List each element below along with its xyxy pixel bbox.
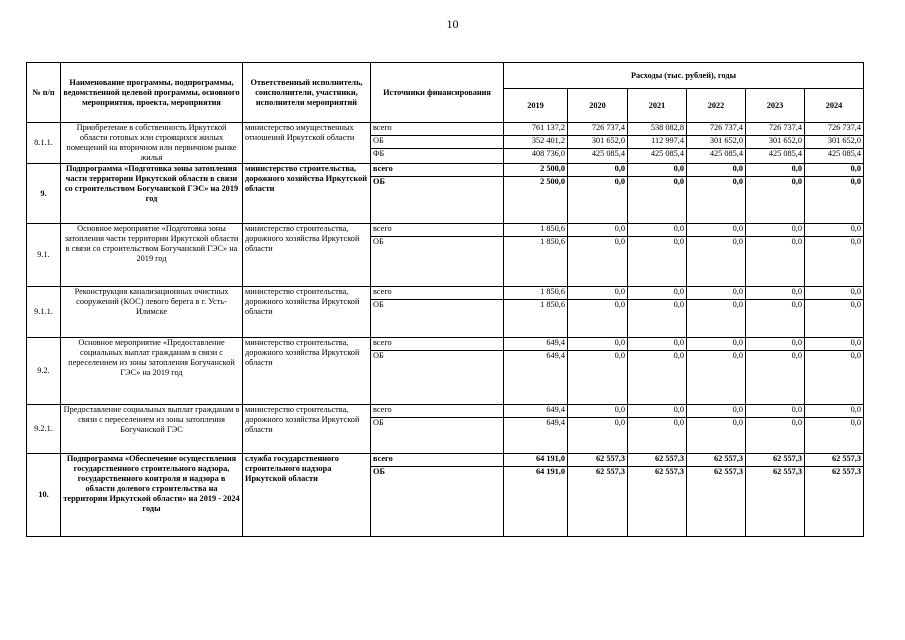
funding-source: ОБ (371, 467, 504, 537)
year-header: 2019 (504, 89, 568, 123)
expense-value: 0,0 (628, 405, 687, 418)
row-number: 8.1.1. (27, 123, 61, 164)
funding-source: всего (371, 164, 504, 177)
expense-value: 0,0 (628, 418, 687, 454)
expense-value: 0,0 (746, 405, 805, 418)
funding-source: всего (371, 405, 504, 418)
expense-value: 62 557,3 (568, 467, 628, 537)
row-number: 9.2. (27, 338, 61, 405)
responsible-executor: министерство строительства, дорожного хозяйства Иркутской области (243, 287, 371, 338)
expense-value: 0,0 (805, 351, 864, 405)
expense-value: 0,0 (687, 287, 746, 300)
expense-value: 0,0 (805, 338, 864, 351)
budget-table (26, 62, 864, 537)
expense-value: 0,0 (628, 237, 687, 287)
funding-source: всего (371, 338, 504, 351)
expense-value: 425 085,4 (687, 148, 746, 163)
table-row (27, 123, 864, 136)
funding-source: ОБ (371, 135, 504, 148)
responsible-executor: служба государственного строительного надзора Иркутской области (243, 454, 371, 537)
expense-value: 0,0 (628, 338, 687, 351)
expense-value: 0,0 (805, 237, 864, 287)
responsible-executor: министерство строительства, дорожного хозяйства Иркутской области (243, 164, 371, 224)
expense-value: 0,0 (746, 351, 805, 405)
expense-value: 425 085,4 (568, 148, 628, 163)
activity-name: Основное мероприятие «Подготовка зоны затопления части территории Иркутской области в связи со строительством Богучанской ГЭС» на 2019 год (61, 224, 243, 287)
responsible-executor: министерство строительства, дорожного хозяйства Иркутской области (243, 405, 371, 454)
expense-value: 0,0 (687, 177, 746, 224)
expense-value: 2 500,0 (504, 164, 568, 177)
table-body (27, 123, 864, 537)
expense-value: 62 557,3 (805, 454, 864, 467)
expense-value: 0,0 (805, 418, 864, 454)
expense-value: 0,0 (687, 237, 746, 287)
expense-value: 0,0 (568, 351, 628, 405)
activity-name: Основное мероприятие «Предоставление социальных выплат гражданам в связи с переселением из зоны затопления Богучанской ГЭС» на 2019 год (61, 338, 243, 405)
table-row (27, 164, 864, 177)
row-number: 9.1.1. (27, 287, 61, 338)
responsible-executor: министерство строительства, дорожного хозяйства Иркутской области (243, 224, 371, 287)
year-header: 2023 (746, 89, 805, 123)
funding-source: ОБ (371, 177, 504, 224)
expense-value: 0,0 (805, 287, 864, 300)
expense-value: 0,0 (568, 418, 628, 454)
expense-value: 1 850,6 (504, 224, 568, 237)
expense-value: 0,0 (746, 300, 805, 338)
expense-value: 0,0 (568, 405, 628, 418)
expense-value: 0,0 (568, 287, 628, 300)
funding-source: ОБ (371, 237, 504, 287)
funding-source: ОБ (371, 300, 504, 338)
page-number: 10 (446, 17, 459, 31)
expense-value: 0,0 (568, 177, 628, 224)
expense-value: 0,0 (805, 300, 864, 338)
expense-value: 1 850,6 (504, 237, 568, 287)
table-row (27, 338, 864, 351)
expense-value: 649,4 (504, 338, 568, 351)
expense-value: 62 557,3 (746, 454, 805, 467)
expense-value: 726 737,4 (568, 123, 628, 136)
table-row (27, 224, 864, 237)
expense-value: 0,0 (568, 164, 628, 177)
expense-value: 0,0 (568, 300, 628, 338)
expense-value: 1 850,6 (504, 287, 568, 300)
expense-value: 0,0 (687, 351, 746, 405)
expense-value: 0,0 (805, 405, 864, 418)
activity-name: Реконструкция канализационных очистных сооружений (КОС) левого берега в г. Усть-Илимске (61, 287, 243, 338)
col-header-source: Источники финансирования (371, 63, 504, 123)
responsible-executor: министерство имущественных отношений Иркутской области (243, 123, 371, 164)
expense-value: 0,0 (687, 300, 746, 338)
activity-name: Предоставление социальных выплат гражданам в связи с переселением из зоны затопления Богучанской ГЭС (61, 405, 243, 454)
expense-value: 0,0 (628, 351, 687, 405)
expense-value: 726 737,4 (805, 123, 864, 136)
expense-value: 726 737,4 (687, 123, 746, 136)
expense-value: 0,0 (568, 338, 628, 351)
expense-value: 64 191,0 (504, 467, 568, 537)
expense-value: 64 191,0 (504, 454, 568, 467)
expense-value: 62 557,3 (687, 467, 746, 537)
expense-value: 726 737,4 (746, 123, 805, 136)
expense-value: 649,4 (504, 351, 568, 405)
expense-value: 0,0 (687, 164, 746, 177)
expense-value: 2 500,0 (504, 177, 568, 224)
expense-value: 0,0 (568, 237, 628, 287)
expense-value: 538 082,8 (628, 123, 687, 136)
activity-name: Подпрограмма «Подготовка зоны затопления части территории Иркутской области в связи со строительством Богучанской ГЭС» на 2019 год (61, 164, 243, 224)
activity-name: Приобретение в собственность Иркутской области готовых или строящихся жилых помещений на вторичном или первичном рынке жилья (61, 123, 243, 164)
expense-value: 0,0 (628, 287, 687, 300)
expense-value: 761 137,2 (504, 123, 568, 136)
expense-value: 352 401,2 (504, 135, 568, 148)
col-header-num: № п/п (27, 63, 61, 123)
year-header: 2021 (628, 89, 687, 123)
expense-value: 0,0 (746, 338, 805, 351)
expense-value: 0,0 (805, 164, 864, 177)
table-row (27, 287, 864, 300)
col-header-responsible: Ответственный исполнитель, соисполнители, участники, исполнители мероприятий (243, 63, 371, 123)
col-header-expenses: Расходы (тыс. рублей), годы (504, 63, 864, 89)
expense-value: 0,0 (805, 177, 864, 224)
row-number: 10. (27, 454, 61, 537)
expense-value: 0,0 (746, 224, 805, 237)
funding-source: всего (371, 123, 504, 136)
expense-value: 0,0 (628, 300, 687, 338)
expense-value: 0,0 (628, 177, 687, 224)
funding-source: всего (371, 287, 504, 300)
funding-source: всего (371, 454, 504, 467)
expense-value: 649,4 (504, 418, 568, 454)
expense-value: 112 997,4 (628, 135, 687, 148)
expense-value: 0,0 (628, 164, 687, 177)
expense-value: 62 557,3 (628, 467, 687, 537)
expense-value: 0,0 (687, 405, 746, 418)
expense-value: 62 557,3 (628, 454, 687, 467)
expense-value: 1 850,6 (504, 300, 568, 338)
expense-value: 0,0 (746, 177, 805, 224)
responsible-executor: министерство строительства, дорожного хозяйства Иркутской области (243, 338, 371, 405)
expense-value: 62 557,3 (687, 454, 746, 467)
expense-value: 649,4 (504, 405, 568, 418)
funding-source: ОБ (371, 418, 504, 454)
expense-value: 425 085,4 (805, 148, 864, 163)
year-header: 2022 (687, 89, 746, 123)
expense-value: 301 652,0 (746, 135, 805, 148)
expense-value: 0,0 (746, 237, 805, 287)
table-row (27, 405, 864, 418)
table-row (27, 454, 864, 467)
expense-value: 301 652,0 (568, 135, 628, 148)
expense-value: 62 557,3 (746, 467, 805, 537)
funding-source: ФБ (371, 148, 504, 163)
expense-value: 301 652,0 (805, 135, 864, 148)
expense-value: 62 557,3 (568, 454, 628, 467)
year-header: 2020 (568, 89, 628, 123)
expense-value: 0,0 (687, 418, 746, 454)
row-number: 9.2.1. (27, 405, 61, 454)
row-number: 9. (27, 164, 61, 224)
expense-value: 425 085,4 (628, 148, 687, 163)
expense-value: 0,0 (746, 418, 805, 454)
expense-value: 0,0 (746, 164, 805, 177)
col-header-name: Наименование программы, подпрограммы, ведомственной целевой программы, основного мероприятия, проекта, мероприятия (61, 63, 243, 123)
funding-source: ОБ (371, 351, 504, 405)
expense-value: 62 557,3 (805, 467, 864, 537)
expense-value: 425 085,4 (746, 148, 805, 163)
expense-value: 0,0 (568, 224, 628, 237)
year-header: 2024 (805, 89, 864, 123)
expense-value: 0,0 (687, 224, 746, 237)
expense-value: 408 736,0 (504, 148, 568, 163)
activity-name: Подпрограмма «Обеспечение осуществления государственного строительного надзора, государственного контроля и надзора в области долевого строительства на территории Иркутской области» на 2019 - 2024 годы (61, 454, 243, 537)
expense-value: 301 652,0 (687, 135, 746, 148)
funding-source: всего (371, 224, 504, 237)
row-number: 9.1. (27, 224, 61, 287)
expense-value: 0,0 (746, 287, 805, 300)
expense-value: 0,0 (628, 224, 687, 237)
expense-value: 0,0 (805, 224, 864, 237)
expense-value: 0,0 (687, 338, 746, 351)
